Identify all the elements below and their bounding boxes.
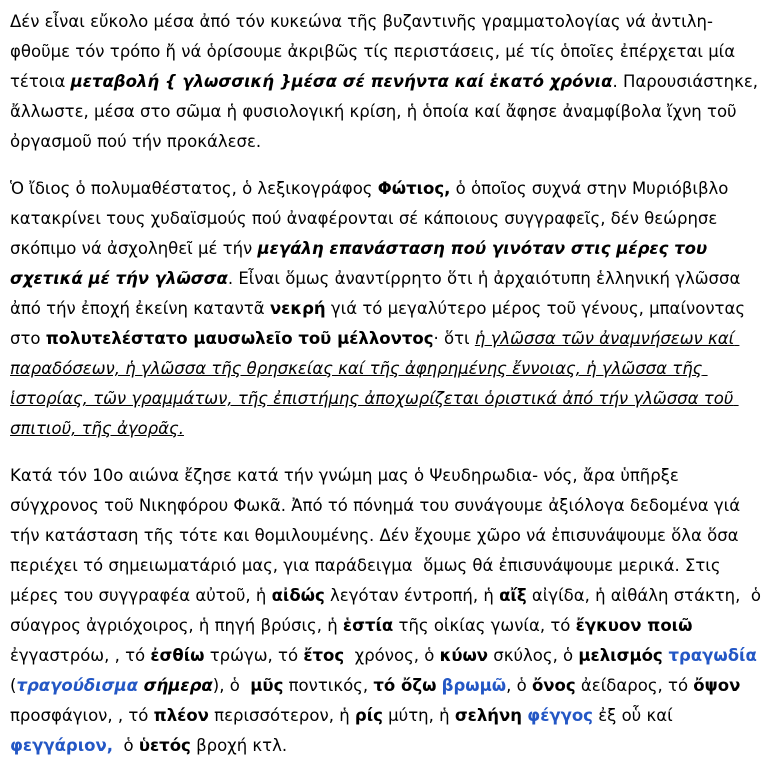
text-run: σήμερα [137, 676, 213, 695]
paragraph [10, 7, 765, 157]
text-run: ὑετός [138, 736, 191, 755]
text-run: φέγγος [527, 706, 593, 725]
text-run: Ὁ ἴδιος ὁ πολυμαθέστατος, ὁ λεξικογράφος [10, 179, 378, 198]
text-run: ὄψον [693, 676, 741, 695]
text-run: ), ὁ [212, 676, 251, 695]
text-run: αἰδώς [271, 586, 325, 605]
text-run: ἐγγαστρόω, , τό [10, 616, 698, 665]
text-run: βρωμῶ [441, 676, 507, 695]
text-run: τῆς οἰκίας γωνία, τό [393, 616, 576, 635]
text-run: φεγγάριον, [10, 736, 113, 755]
text-run: Κατά τόν 10ο αιώνα ἔζησε κατά τήν γνώμη μας ὁ Ψευδηρωδια- νός, ἄρα ὑπῆρξε σύγχρονος τοῦ Νικηφόρου Φωκᾶ. Ἀπό τό πόνημά του συνάγουμε ἀξιόλογα δεδομένα γιά τήν κατάσταση τῆς τότε και θομιλουμένης. Δέν ἔχουμε χῶρο νά ἐπισυνάψουμε ὅλα ὅσα περιέχει τό σημειωματάριό μας, για παράδειγμα ὅμως θά ἐπισυνάψουμε μερικά. Στις μέρες του συγγραφέα αὐτοῦ, ἡ [10, 466, 746, 605]
paragraph [10, 174, 765, 444]
text-run: , ὁ [506, 676, 532, 695]
text-run: χρόνος, ὁ [344, 646, 440, 665]
text-run: ἀείδαρος, τό [575, 676, 694, 695]
text-run: μεγάλη επανάσταση πού γινόταν στις μέρες του σχετικά μέ τήν γλῶσσα [10, 239, 713, 288]
text-run: πολυτελέστατο μαυσωλεῖο τοῦ μέλλοντος [45, 329, 434, 348]
document-body [10, 7, 765, 761]
text-run: μελισμός [578, 646, 669, 665]
text-run: σκύλος, ὁ [488, 646, 579, 665]
text-run: ἑστία [342, 616, 394, 635]
text-run: ποντικός, [283, 676, 374, 695]
text-run: αἴξ [499, 586, 527, 605]
text-run: προσφάγιον, , τό [10, 676, 746, 725]
text-run: κύων [439, 646, 489, 665]
text-run: ἔγκυον ποιῶ [575, 616, 693, 635]
text-run: ( [10, 646, 763, 695]
text-run: μύτη, ἡ [382, 706, 455, 725]
text-run: μεταβολή { γλωσσική }μέσα σέ πενήντα καί ἑκατό χρόνια [70, 72, 613, 91]
text-run: Φώτιος, [377, 179, 451, 198]
text-run: σελήνη [454, 706, 523, 725]
text-run: Δέν εἶναι εὔκολο μέσα ἀπό τόν κυκεώνα τῆς βυζαντινῆς γραμματολογίας νά ἀντιλη-φθοῦμε τόν τρόπο ἤ νά ὁρίσουμε ἀκριβῶς τίς περιστάσεις, μέ τίς ὁποῖες ἐπέρχεται μία τέτοια [10, 12, 741, 91]
text-run: ἔτος [303, 646, 345, 665]
text-run: λεγόταν έντροπή, ἡ [324, 586, 500, 605]
text-run: πλέον [153, 706, 209, 725]
text-run: τρώγω, τό [204, 646, 304, 665]
text-run: μῦς [250, 676, 284, 695]
text-run: ἐξ οὗ καί [592, 706, 678, 725]
text-run: . Παρουσιάστηκε, ἄλλωστε, μέσα στο σῶμα ἡ φυσιολογική κρίση, ἡ ὁποία καί ἄφησε ἀναμφίβολα ἴχνη τοῦ ὀργασμοῦ πού τήν προκάλεσε. [10, 72, 764, 151]
text-run: τραγωδία [668, 646, 757, 665]
text-run: νεκρή [269, 299, 326, 318]
text-run: ἐσθίω [150, 646, 205, 665]
paragraph [10, 461, 765, 761]
text-run: τό ὄζω [373, 676, 437, 695]
text-run: ὁ ὁποῖος συχνά στην Μυριόβιβλο κατακρίνει τους χυδαϊσμούς πού ἀναφέρονται σέ κάποιους συγγραφεῖς, δέν θεώρησε σκόπιμο νά ἀσχοληθεῖ μέ τήν [10, 179, 734, 258]
text-run: ὄνος [531, 676, 576, 695]
text-run: περισσότερον, ἡ [208, 706, 355, 725]
text-run: αἰγίδα, ἡ αἰθάλη στάκτη, ὁ σύαγρος ἀγριόχοιρος, ἡ πηγή βρύσις, ἡ [10, 586, 767, 635]
text-run: ὁ [113, 736, 139, 755]
text-run: ρίς [354, 706, 383, 725]
text-run: . Εἶναι ὅμως ἀναντίρρητο ὅτι ἡ ἀρχαιότυπη ἑλληνική γλῶσσα ἀπό τήν ἐποχή ἐκείνη καταντᾶ [10, 269, 746, 318]
text-run: · ὅτι [433, 329, 475, 348]
text-run: τραγούδισμα [16, 676, 138, 695]
text-run: βροχή κτλ. [190, 736, 288, 755]
text-run: γιά τό μεγαλύτερο μέρος τοῦ γένους, μπαίνοντας στο [10, 299, 751, 348]
text-run: ἡ γλῶσσα τῶν ἀναμνήσεων καί παραδόσεων, ἡ γλῶσσα τῆς θρησκείας καί τῆς ἀφηρημένης ἔννοιας, ἡ γλῶσσα τῆς ἱστορίας, τῶν γραμμάτων, τῆς ἐπιστήμης ἀποχωρίζεται ὁριστικά ἀπό τήν γλῶσσα τοῦ σπιτιοῦ, τῆς ἀγορᾶς. [10, 329, 740, 438]
